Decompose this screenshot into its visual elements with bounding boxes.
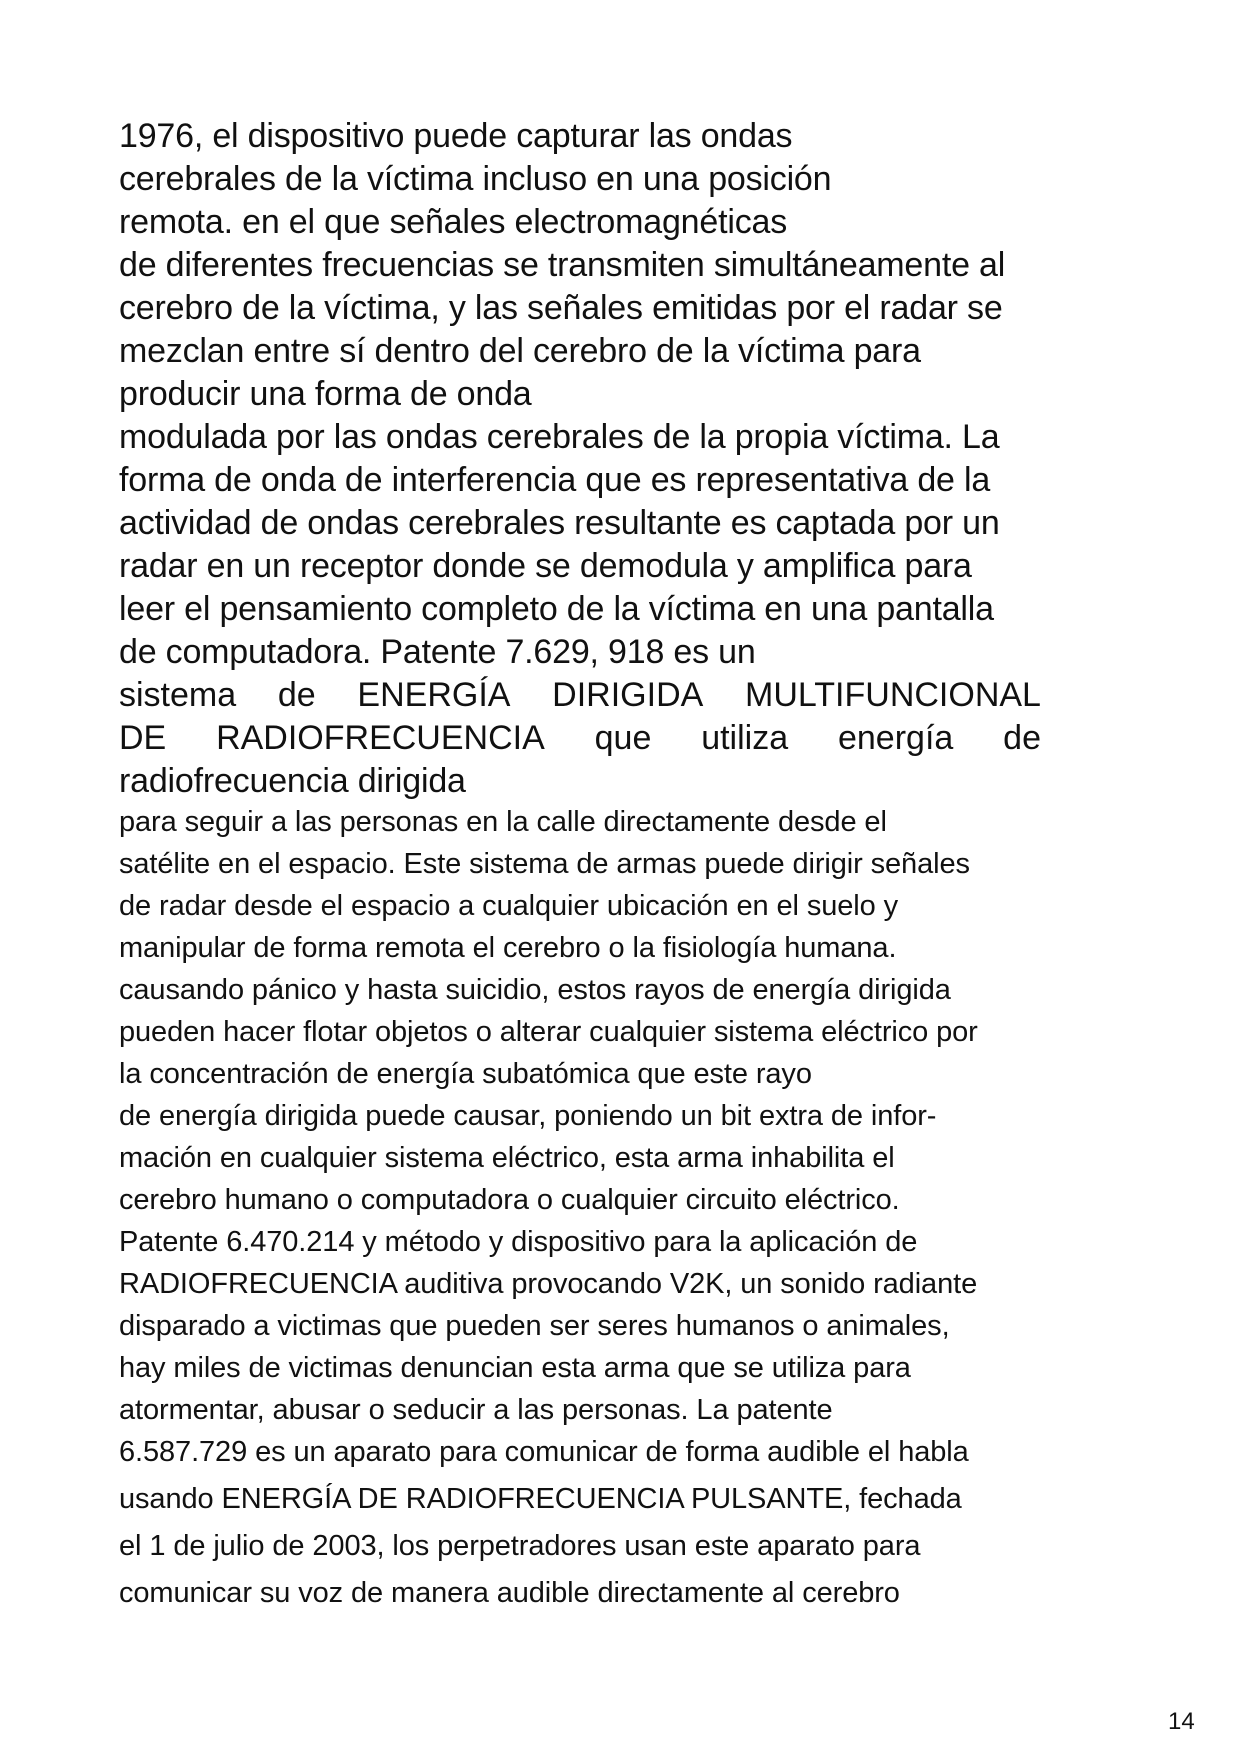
text-line: el 1 de julio de 2003, los perpetradores usan este aparato para [119,1530,921,1562]
text-line: leer el pensamiento completo de la víctima en una pantalla [119,590,994,628]
paragraph-3 [119,801,1119,1473]
text-line: manipular de forma remota el cerebro o la fisiología humana. [119,932,897,964]
text-line: radiofrecuencia dirigida [119,762,466,800]
justified-line-1 [119,674,1041,717]
text-line: para seguir a las personas en la calle directamente desde el [119,806,887,838]
text-line: atormentar, abusar o seducir a las personas. La patente [119,1394,833,1426]
text-line: producir una forma de onda [119,375,532,413]
text-line: 6.587.729 es un aparato para comunicar de forma audible el habla [119,1436,969,1468]
word: de [277,676,316,714]
text-line: causando pánico y hasta suicidio, estos rayos de energía dirigida [119,974,951,1006]
text-line: la concentración de energía subatómica que este rayo [119,1058,812,1090]
text-line: mezclan entre sí dentro del cerebro de la víctima para [119,332,921,370]
text-line: de energía dirigida puede causar, poniendo un bit extra de infor- [119,1100,937,1132]
text-line: cerebro de la víctima, y las señales emitidas por el radar se [119,289,1003,327]
word: DIRIGIDA [552,676,704,714]
word: MULTIFUNCIONAL [745,676,1041,714]
text-line: cerebrales de la víctima incluso en una posición [119,160,832,198]
word: energía [837,719,954,757]
text-line: radar en un receptor donde se demodula y amplifica para [119,547,972,585]
word: que [594,719,652,757]
text-line: de computadora. Patente 7.629, 918 es un [119,633,756,671]
justified-line-2 [119,717,1041,760]
text-line: remota. en el que señales electromagnéticas [119,203,788,241]
text-line: cerebro humano o computadora o cualquier circuito eléctrico. [119,1184,900,1216]
text-line: pueden hacer flotar objetos o alterar cualquier sistema eléctrico por [119,1016,978,1048]
text-line: RADIOFRECUENCIA auditiva provocando V2K, un sonido radiante [119,1268,978,1300]
text-line: disparado a victimas que pueden ser seres humanos o animales, [119,1310,950,1342]
text-line: hay miles de victimas denuncian esta arma que se utiliza para [119,1352,911,1384]
word: DE [119,719,167,757]
text-line: forma de onda de interferencia que es representativa de la [119,461,991,499]
text-line: de radar desde el espacio a cualquier ubicación en el suelo y [119,890,899,922]
text-line: modulada por las ondas cerebrales de la propia víctima. La [119,418,1000,456]
text-line: Patente 6.470.214 y método y dispositivo para la aplicación de [119,1226,918,1258]
word: RADIOFRECUENCIA [216,719,545,757]
text-line: de diferentes frecuencias se transmiten simultáneamente al [119,246,1006,284]
page-number: 14 [1168,1708,1195,1735]
text-line: actividad de ondas cerebrales resultante es captada por un [119,504,1000,542]
text-line: satélite en el espacio. Este sistema de armas puede dirigir señales [119,848,970,880]
word: de [1003,719,1041,757]
text-line: usando ENERGÍA DE RADIOFRECUENCIA PULSANTE, fechada [119,1483,962,1515]
text-line: mación en cualquier sistema eléctrico, esta arma inhabilita el [119,1142,895,1174]
paragraph-1 [119,115,1119,803]
text-line: 1976, el dispositivo puede capturar las ondas [119,117,793,155]
paragraph-4 [119,1476,1119,1617]
word: ENERGÍA [357,676,511,714]
word: utiliza [701,719,789,757]
word: sistema [119,676,237,714]
text-line: comunicar su voz de manera audible directamente al cerebro [119,1577,900,1609]
